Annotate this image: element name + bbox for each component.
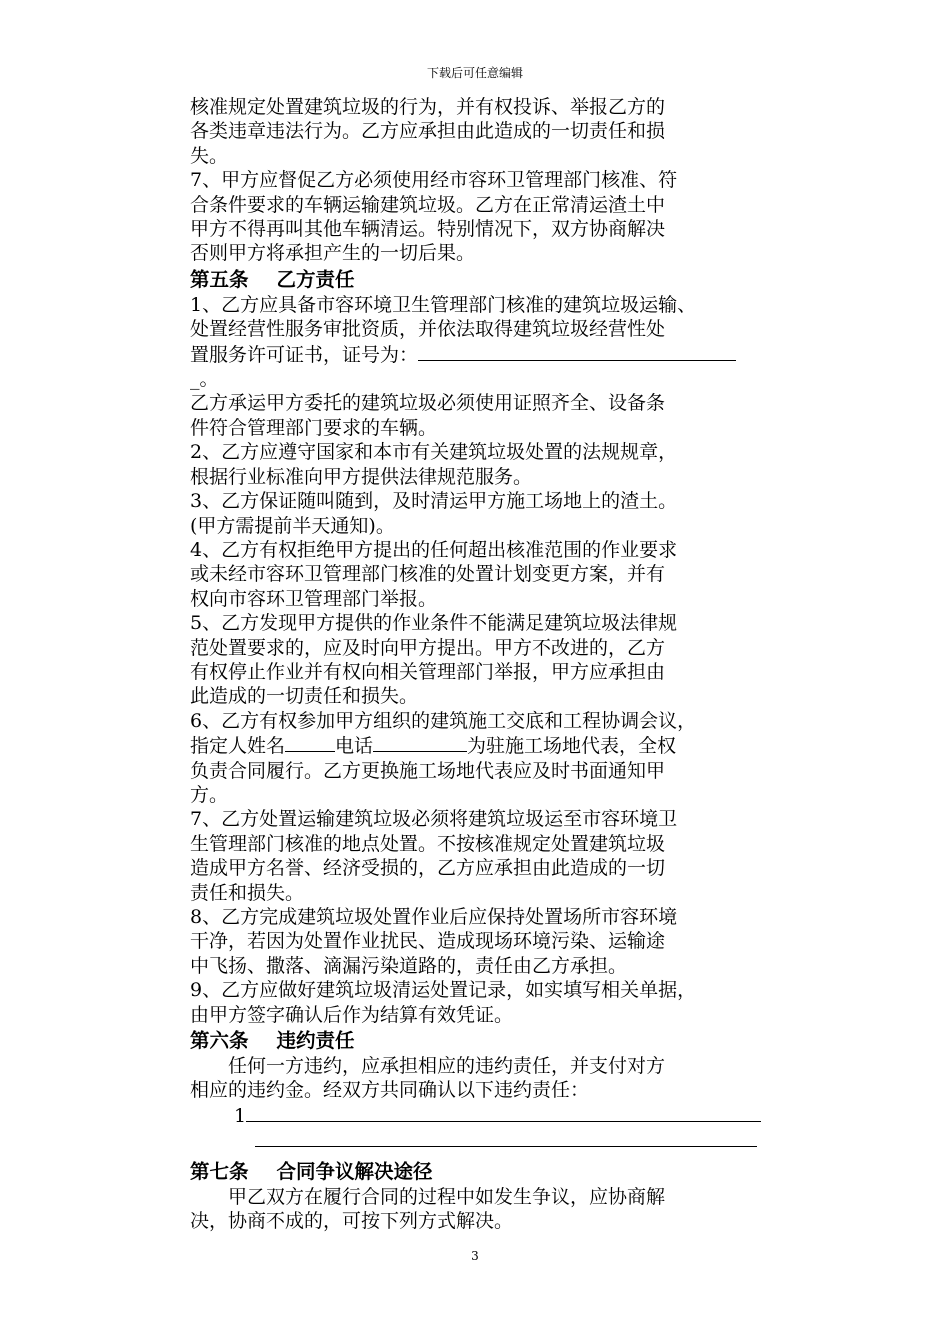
section-7-number: 第七条 (190, 1159, 249, 1183)
breach-item-continuation (190, 1128, 770, 1153)
paragraph-line: 决，协商不成的，可按下列方式解决。 (190, 1210, 514, 1233)
paragraph-line: 负责合同履行。乙方更换施工场地代表应及时书面通知甲 (190, 759, 666, 782)
paragraph-line: 否则甲方将承担产生的一切后果。 (190, 242, 476, 265)
document-body (190, 95, 770, 1233)
phone-label: 电话 (335, 735, 374, 758)
paragraph-line: 范处置要求的，应及时向甲方提出。甲方不改进的，乙方 (190, 636, 666, 659)
section-5-heading (190, 266, 770, 293)
paragraph-line: 6、乙方有权参加甲方组织的建筑施工交底和工程协调会议， (190, 709, 697, 732)
license-number-blank[interactable] (418, 342, 736, 361)
paragraph-line: 乙方承运甲方委托的建筑垃圾必须使用证照齐全、设备条 (190, 392, 666, 415)
paragraph-line: 任何一方违约，应承担相应的违约责任，并支付对方 (228, 1055, 666, 1078)
license-number-line (190, 342, 770, 367)
paragraph-line: 各类违章违法行为。乙方应承担由此造成的一切责任和损 (190, 120, 666, 143)
section-6-heading (190, 1027, 770, 1054)
paragraph-line: _。 (190, 368, 219, 391)
paragraph-line: 8、乙方完成建筑垃圾处置作业后应保持处置场所市容环境 (190, 906, 678, 928)
paragraph-line: 造成甲方名誉、经济受损的，乙方应承担由此造成的一切 (190, 857, 666, 880)
paragraph-line: 失。 (190, 144, 229, 167)
paragraph-line: 有权停止作业并有权向相关管理部门举报，甲方应承担由 (190, 660, 666, 683)
paragraph-line: 生管理部门核准的地点处置。不按核准规定处置建筑垃圾 (190, 832, 666, 855)
paragraph-line: 此造成的一切责任和损失。 (190, 685, 419, 708)
paragraph-line: 9、乙方应做好建筑垃圾清运处置记录，如实填写相关单据， (190, 979, 697, 1002)
paragraph-line: 中飞扬、撒落、滴漏污染道路的，责任由乙方承担。 (190, 954, 628, 977)
breach-item-1 (190, 1103, 770, 1128)
page-number: 3 (471, 1249, 479, 1263)
section-7-heading (190, 1158, 770, 1185)
paragraph-line: 5、乙方发现甲方提供的作业条件不能满足建筑垃圾法律规 (190, 612, 678, 635)
breach-item-blank[interactable] (246, 1103, 761, 1122)
paragraph-line: 2、乙方应遵守国家和本市有关建筑垃圾处置的法规规章， (190, 441, 678, 464)
breach-item-blank-2[interactable] (255, 1128, 757, 1147)
section-5-number: 第五条 (190, 267, 249, 291)
paragraph-line: 权向市容环卫管理部门举报。 (190, 587, 438, 610)
paragraph-line: 或未经市容环卫管理部门核准的处置计划变更方案，并有 (190, 563, 666, 586)
representative-line (190, 733, 770, 758)
section-7-title: 合同争议解决途径 (276, 1159, 433, 1183)
paragraph-line: 处置经营性服务审批资质，并依法取得建筑垃圾经营性处 (190, 318, 666, 341)
section-6-number: 第六条 (190, 1029, 249, 1053)
representative-desc: 为驻施工场地代表，全权 (467, 735, 677, 758)
paragraph-line: 甲乙双方在履行合同的过程中如发生争议，应协商解 (228, 1185, 666, 1208)
paragraph-line: 7、甲方应督促乙方必须使用经市容环卫管理部门核准、符 (190, 169, 678, 192)
paragraph-line: 甲方不得再叫其他车辆清运。特别情况下，双方协商解决 (190, 218, 666, 241)
paragraph-line: 干净，若因为处置作业扰民、造成现场环境污染、运输途 (190, 930, 666, 953)
page-header: 下载后可任意编辑 (426, 66, 523, 80)
paragraph-line: 方。 (190, 783, 229, 806)
paragraph-line: 4、乙方有权拒绝甲方提出的任何超出核准范围的作业要求 (190, 538, 678, 561)
representative-name-label: 指定人姓名 (190, 735, 286, 758)
representative-name-blank[interactable] (285, 733, 335, 752)
breach-item-number: 1 (234, 1104, 247, 1127)
paragraph-line: (甲方需提前半天通知)。 (190, 514, 395, 537)
section-5-title: 乙方责任 (276, 267, 355, 291)
paragraph-line: 1、乙方应具备市容环境卫生管理部门核准的建筑垃圾运输、 (190, 293, 697, 316)
paragraph-line: 合条件要求的车辆运输建筑垃圾。乙方在正常清运渣土中 (190, 193, 666, 216)
paragraph-line: 3、乙方保证随叫随到，及时清运甲方施工场地上的渣土。 (190, 490, 678, 513)
license-label: 置服务许可证书，证号为： (190, 343, 419, 366)
paragraph-line: 核准规定处置建筑垃圾的行为，并有权投诉、举报乙方的 (190, 96, 666, 118)
paragraph-line: 责任和损失。 (190, 881, 305, 904)
paragraph-line: 由甲方签字确认后作为结算有效凭证。 (190, 1003, 514, 1026)
paragraph-line: 件符合管理部门要求的车辆。 (190, 416, 438, 439)
phone-blank[interactable] (373, 733, 467, 752)
paragraph-line: 7、乙方处置运输建筑垃圾必须将建筑垃圾运至市容环境卫 (190, 808, 678, 831)
paragraph-line: 根据行业标准向甲方提供法律规范服务。 (190, 465, 533, 488)
section-6-title: 违约责任 (276, 1029, 355, 1053)
paragraph-line: 相应的违约金。经双方共同确认以下违约责任： (190, 1079, 590, 1102)
